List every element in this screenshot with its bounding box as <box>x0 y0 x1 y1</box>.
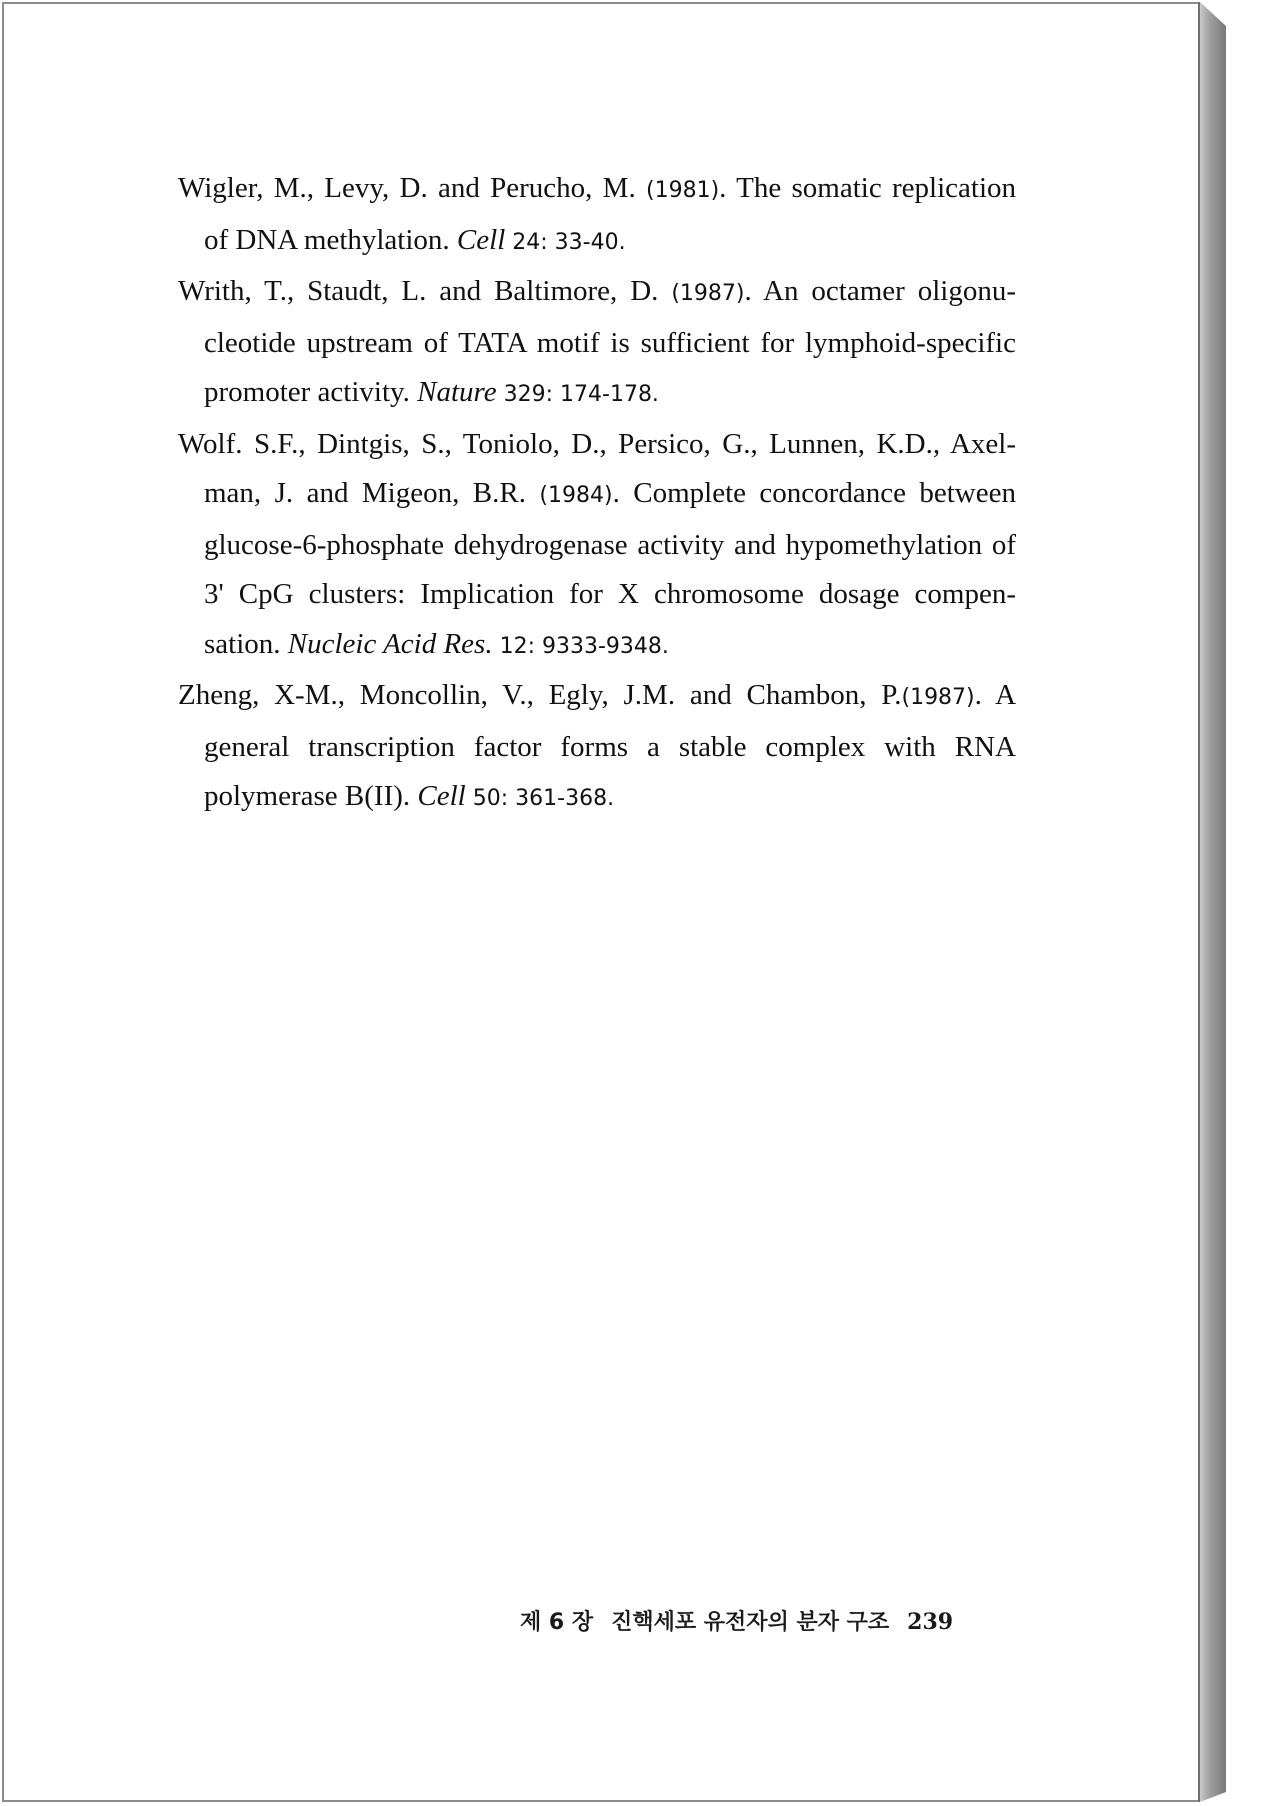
page-edge-line <box>1198 2 1200 1802</box>
reference-year: (1987) <box>671 281 745 306</box>
reference-journal: Cell <box>456 223 506 256</box>
reference-title: . An octamer oligonucleotide upstream of TATA motif is sufficient for lymphoid-specific promoter activity. <box>204 275 1017 408</box>
reference-title: . Complete concordance between glucose-6-phosphate dehydrogenase activity and hypomethylation of 3' CpG clusters: Implication for X chromosome dosage compensation. <box>204 477 1016 660</box>
reference-entry <box>178 420 1016 672</box>
reference-year: (1984) <box>539 483 613 508</box>
reference-entry <box>178 267 1016 420</box>
reference-list <box>178 164 1016 824</box>
reference-authors: Wigler, M., Levy, D. and Perucho, M. <box>178 172 646 204</box>
reference-authors: Wolf. S.F., Dintgis, S., Toniolo, D., Persico, G., Lunnen, K.D., Axelman, J. and Migeon, B.R. <box>178 427 1016 509</box>
reference-entry <box>178 164 1016 267</box>
reference-pages: 12: 9333-9348. <box>492 633 669 659</box>
reference-year: (1981) <box>646 178 720 203</box>
reference-authors: Writh, T., Staudt, L. and Baltimore, D. <box>178 275 672 307</box>
reference-title: . A general transcription factor forms a stable complex with RNA polymerase B(II). <box>204 679 1017 812</box>
reference-journal: Nature <box>417 376 497 408</box>
footer-chapter: 제 6 장 <box>520 1610 594 1635</box>
reference-journal: Cell <box>417 780 466 812</box>
footer-chapter-title: 진핵세포 유전자의 분자 구조 <box>611 1610 890 1635</box>
reference-entry <box>178 671 1016 824</box>
reference-pages: 329: 174-178. <box>496 382 659 407</box>
running-footer <box>520 1605 953 1636</box>
reference-pages: 50: 361-368. <box>465 786 615 811</box>
reference-year: (1987) <box>901 685 975 710</box>
reference-title: . The somatic replication of DNA methylation. <box>204 172 1016 256</box>
reference-journal: Nucleic Acid Res. <box>287 627 493 660</box>
page-edge-shadow <box>1200 2 1226 1802</box>
reference-authors: Zheng, X-M., Moncollin, V., Egly, J.M. and Chambon, P. <box>178 679 902 711</box>
reference-pages: 24: 33-40. <box>505 229 626 255</box>
page-number: 239 <box>907 1609 954 1635</box>
